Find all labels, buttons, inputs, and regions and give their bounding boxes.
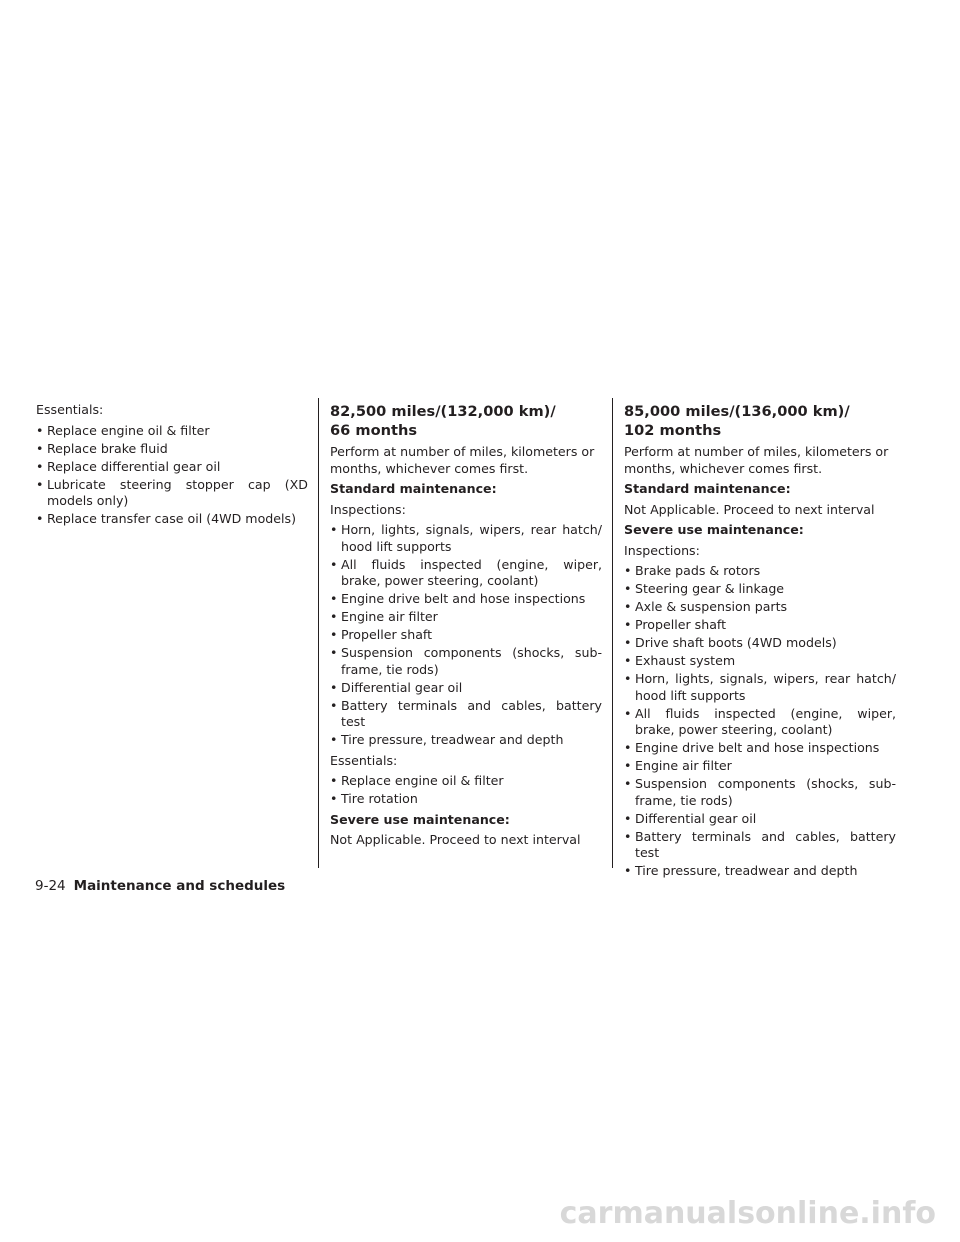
list-item: • Propeller shaft bbox=[330, 627, 602, 644]
heading-line: 102 months bbox=[624, 422, 722, 439]
essentials-label: Essentials: bbox=[330, 752, 398, 768]
column-1 bbox=[36, 402, 308, 532]
page-footer bbox=[35, 877, 285, 895]
list-item: • Steering gear & linkage bbox=[624, 581, 896, 598]
list-item: • Differential gear oil bbox=[330, 680, 602, 697]
severe-maintenance-label: Severe use maintenance: bbox=[624, 522, 804, 537]
heading-line: 66 months bbox=[330, 422, 418, 439]
intro-text: Perform at number of miles, kilometers or months, whichever comes first. bbox=[624, 444, 889, 476]
inspections-list bbox=[330, 522, 602, 749]
inspections-label: Inspections: bbox=[330, 501, 406, 517]
standard-maintenance-label: Standard maintenance: bbox=[330, 481, 497, 496]
inspections-label: Inspections: bbox=[624, 542, 700, 558]
watermark: carmanualsonline.info bbox=[559, 1196, 936, 1231]
column-divider bbox=[612, 398, 613, 868]
column-2 bbox=[330, 402, 602, 853]
list-item: • Engine drive belt and hose inspections bbox=[330, 591, 602, 608]
list-item: • Horn, lights, signals, wipers, rear hatch/ hood lift supports bbox=[330, 522, 602, 555]
interval-heading bbox=[624, 402, 896, 440]
list-item: • Brake pads & rotors bbox=[624, 563, 896, 580]
list-item: • Suspension components (shocks, sub-frame, tie rods) bbox=[330, 645, 602, 678]
list-item: • Battery terminals and cables, battery test bbox=[624, 829, 896, 862]
list-item: • Lubricate steering stopper cap (XD models only) bbox=[36, 477, 308, 510]
list-item: • Propeller shaft bbox=[624, 617, 896, 634]
list-item: • Battery terminals and cables, battery test bbox=[330, 698, 602, 731]
list-item: • Engine air filter bbox=[330, 609, 602, 626]
severe-maintenance-text: Not Applicable. Proceed to next interval bbox=[330, 832, 581, 847]
list-item: • Suspension components (shocks, sub-frame, tie rods) bbox=[624, 776, 896, 809]
section-title: Maintenance and schedules bbox=[73, 878, 286, 894]
list-item: • All fluids inspected (engine, wiper, brake, power steering, coolant) bbox=[624, 706, 896, 739]
list-item: • Replace brake fluid bbox=[36, 441, 308, 458]
list-item: • Engine air filter bbox=[624, 758, 896, 775]
list-item: • Replace engine oil & filter bbox=[36, 423, 308, 440]
interval-heading bbox=[330, 402, 602, 440]
heading-line: 85,000 miles/(136,000 km)/ bbox=[624, 403, 850, 420]
column-3 bbox=[624, 402, 896, 884]
list-item: • Tire pressure, treadwear and depth bbox=[624, 863, 896, 880]
list-item: • Tire pressure, treadwear and depth bbox=[330, 732, 602, 749]
list-item: • Horn, lights, signals, wipers, rear hatch/ hood lift supports bbox=[624, 671, 896, 704]
list-item: • Tire rotation bbox=[330, 791, 602, 808]
standard-maintenance-label: Standard maintenance: bbox=[624, 481, 791, 496]
list-item: • Replace engine oil & filter bbox=[330, 773, 602, 790]
list-item: • Replace transfer case oil (4WD models) bbox=[36, 511, 308, 528]
list-item: • Exhaust system bbox=[624, 653, 896, 670]
heading-line: 82,500 miles/(132,000 km)/ bbox=[330, 403, 556, 420]
list-item: • All fluids inspected (engine, wiper, brake, power steering, coolant) bbox=[330, 557, 602, 590]
severe-maintenance-label: Severe use maintenance: bbox=[330, 811, 510, 827]
column-divider bbox=[318, 398, 319, 868]
page-number: 9-24 bbox=[35, 878, 66, 894]
list-item: • Replace differential gear oil bbox=[36, 459, 308, 476]
standard-maintenance-text: Not Applicable. Proceed to next interval bbox=[624, 501, 875, 517]
list-item: • Axle & suspension parts bbox=[624, 599, 896, 616]
list-item: • Drive shaft boots (4WD models) bbox=[624, 635, 896, 652]
intro-text: Perform at number of miles, kilometers or months, whichever comes first. bbox=[330, 444, 595, 476]
essentials-label: Essentials: bbox=[36, 402, 104, 417]
essentials-list bbox=[330, 773, 602, 808]
list-item: • Engine drive belt and hose inspections bbox=[624, 740, 896, 757]
inspections-list bbox=[624, 563, 896, 880]
essentials-list bbox=[36, 423, 308, 528]
list-item: • Differential gear oil bbox=[624, 811, 896, 828]
